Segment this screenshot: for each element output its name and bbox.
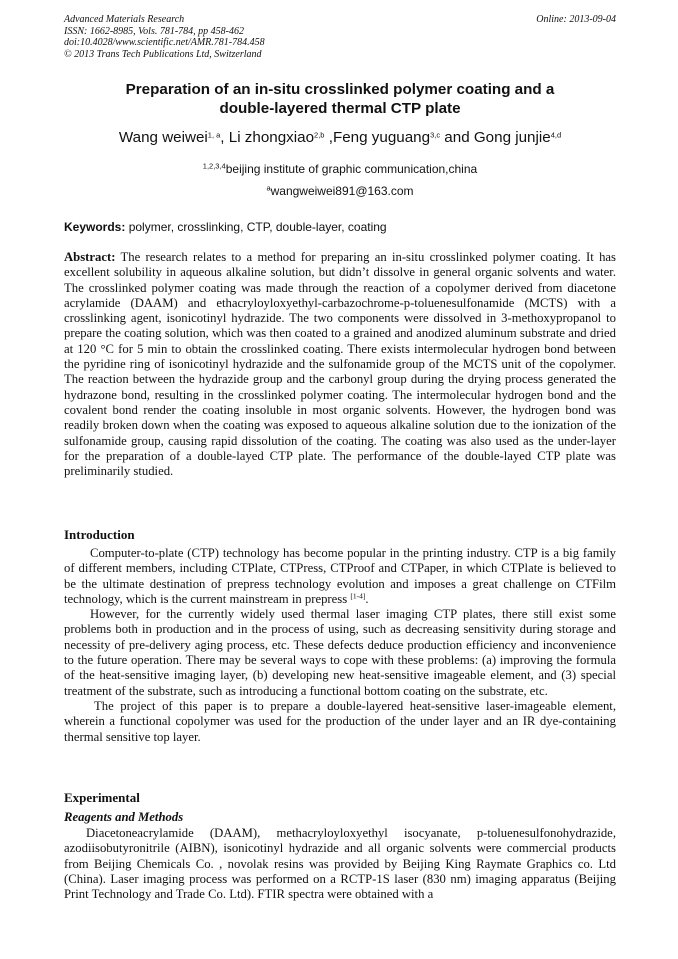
author-2: Li zhongxiao xyxy=(228,129,315,146)
reagents-body xyxy=(64,826,616,902)
online-date: Online: 2013-09-04 xyxy=(536,14,616,25)
reagents-paragraph: Diacetoneacrylamide (DAAM), methacryloyloxyethyl isocyanate, p-toluenesulfonohydrazide, azodiisobutyronitrile (AIBN), isonicotinyl hydrazide and all organic solvents were commercial products from Beijing Chemicals Co. , novolak resins was provided by Beijing King Raymate Graphics co. Ltd (China). Laser imaging process was performed on a RCTP-1S laser (830 nm) imaging apparatus (Beijing Print Technology and Trade Co. Ltd). FTIR spectra were obtained with a xyxy=(64,826,616,902)
intro-p1-text: Computer-to-plate (CTP) technology has become popular in the printing industry. CTP is a big family of different members, including CTPlate, CTPress, CTProof and CTPaper, in which CTPlate is believed to be the ultimate destination of prepress technology evolution and imposes a great challenge on CTFilm technology, which is the current mainstream in prepress xyxy=(64,546,616,606)
affiliation-text: beijing institute of graphic communication,china xyxy=(225,162,478,176)
introduction-heading: Introduction xyxy=(64,527,135,542)
email-marker: a xyxy=(266,183,271,193)
author-separator: , xyxy=(324,129,333,146)
author-4: Gong junjie xyxy=(473,129,551,146)
intro-paragraph-3: The project of this paper is to prepare a double-layered heat-sensitive laser-imageable element, wherein a functional copolymer was used for the production of the under layer and an IR dye-containing thermal sensitive top layer. xyxy=(64,698,616,744)
keywords-text: polymer, crosslinking, CTP, double-layer, coating xyxy=(128,220,387,234)
abstract-label: Abstract: xyxy=(64,250,116,264)
keywords xyxy=(64,219,616,235)
intro-paragraph-2: However, for the currently widely used thermal laser imaging CTP plates, there still exist some problems both in production and in the process of using, such as decreasing sensitivity during storage and necessity of pre-delivery aging process, etc. These defects deduce production efficiency and inconvenience to the future operation. There may be several ways to cope with these problems: (a) improving the formula of the heat-sensitive imaging layer, (b) developing new heat-sensitive imageable element, and (3) special treatment of the substrate, such as introducing a functional bottom coating on the substrate, etc. xyxy=(64,607,616,698)
email-text[interactable]: wangweiwei891@163.com xyxy=(270,184,414,198)
intro-p1-end: . xyxy=(365,591,369,606)
intro-paragraph-1 xyxy=(64,546,616,607)
copyright-line: © 2013 Trans Tech Publications Ltd, Switzerland xyxy=(64,48,262,60)
author-separator: and xyxy=(440,129,474,146)
introduction-body xyxy=(64,546,616,745)
author-4-affiliation: 4,d xyxy=(550,130,562,140)
title-line-1: Preparation of an in-situ crosslinked polymer coating and a xyxy=(125,81,555,98)
author-2-affiliation: 2,b xyxy=(314,130,325,140)
author-3-affiliation: 3,c xyxy=(430,130,441,140)
issn-line: ISSN: 1662-8985, Vols. 781-784, pp 458-462 xyxy=(64,25,244,37)
author-separator: , xyxy=(220,129,229,146)
affiliation-marker: 1,2,3,4 xyxy=(202,161,226,171)
title-line-2: double-layered thermal CTP plate xyxy=(219,100,461,117)
paper-title xyxy=(64,80,616,118)
affiliation xyxy=(64,160,616,178)
keywords-label: Keywords: xyxy=(64,220,126,234)
reagents-subheading: Reagents and Methods xyxy=(64,810,184,824)
journal-name: Advanced Materials Research xyxy=(64,14,185,25)
author-1: Wang weiwei xyxy=(118,129,208,146)
abstract-text: The research relates to a method for preparing an in-situ crosslinked polymer coating. It has excellent solubility in aqueous alkaline solution, but didn’t dissolve in general organic solvents and water. The crosslinked polymer coating was made through the reaction of a copolymer derived from diacetone acrylamide (DAAM) and ethacryloyloxyethyl-carbazochrome-p-toluenesulfonamide (MCTS) with a crosslinking agent, isonicotinyl hydrazide. The two components were dissolved in 3-methoxypropanol to prepare the coating solution, which was then coated to a grained and anodized aluminum substrate and dried at 120 °C for 5 min to obtain the crosslinked coating. There exists intermolecular hydrogen bond between the pyridine ring of isonicotinyl hydrazide and the sulfonamide group of the MCTS unit of the copolymer. The reaction between the hydrazide group and the carbonyl group during the drying process generated the hydrazone bond, resulting in the crosslinked polymer coating. The intermolecular hydrogen bond and the covalent bond render the coating insoluble in most organic solvents. However, the hydrogen bond was readily broken down when the coating was exposed to aqueous alkaline solution due to the ionization of the sulfonamide group, causing rapid dissolution of the coating. The coating was also used as the under-layer for the preparation of a double-layed CTP plate. The performance of the double-layed CTP plate was preliminarily studied. xyxy=(64,250,616,479)
citation-ref: [1-4] xyxy=(350,591,366,601)
abstract xyxy=(64,250,616,479)
doi-line: doi:10.4028/www.scientific.net/AMR.781-784.458 xyxy=(64,37,265,48)
author-3: Feng yuguang xyxy=(332,129,431,146)
contact-email xyxy=(64,182,616,200)
author-list xyxy=(64,128,616,148)
author-1-affiliation: 1, a xyxy=(207,130,221,140)
journal-header xyxy=(64,14,616,60)
experimental-heading: Experimental xyxy=(64,790,140,805)
